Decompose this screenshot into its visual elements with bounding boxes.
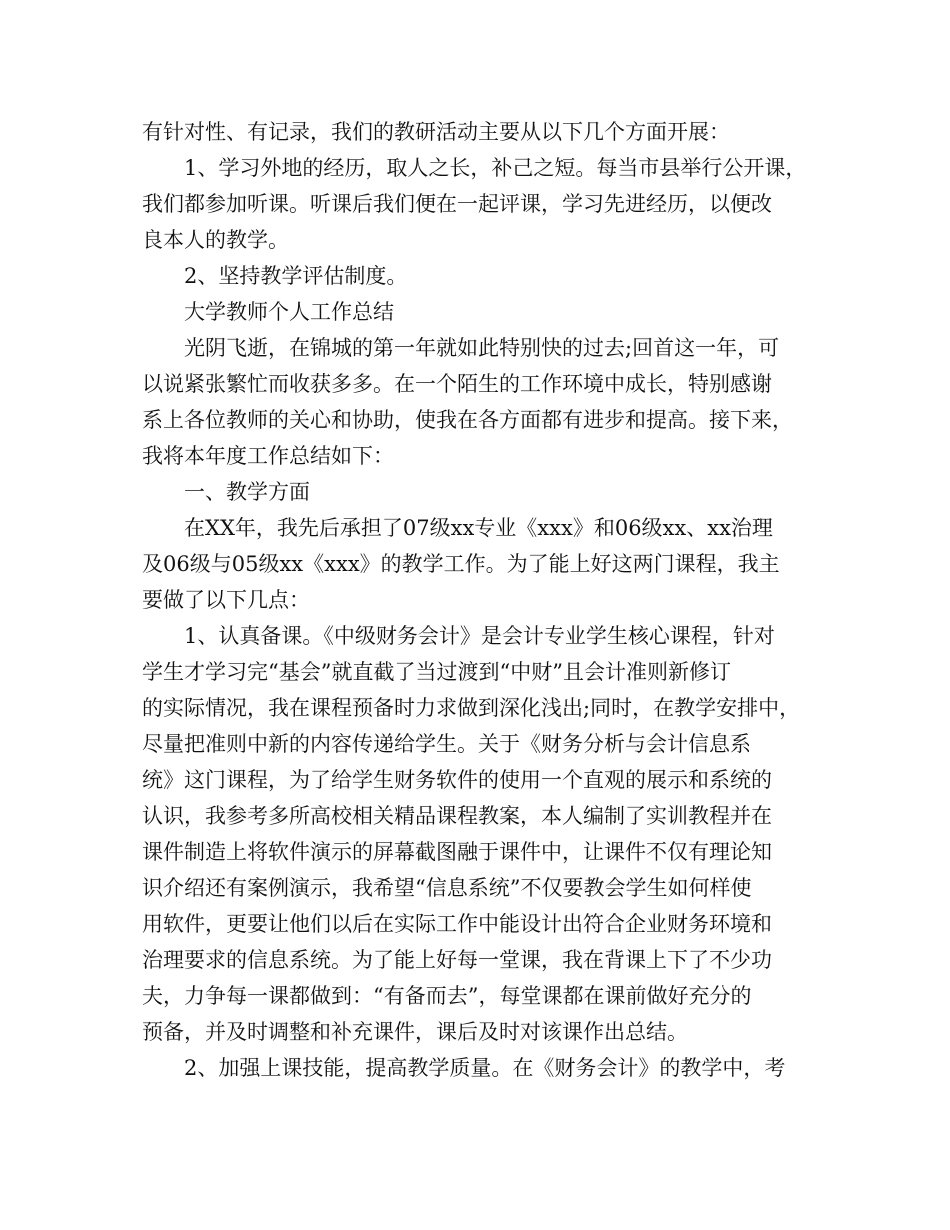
paragraph-evaluation-system: 2、坚持教学评估制度。	[184, 264, 408, 288]
paragraph-continuation: 有针对性、有记录，我们的教研活动主要从以下几个方面开展：	[142, 120, 730, 144]
paragraph-teaching-skills: 2、加强上课技能，提高教学质量。在《财务会计》的教学中，考	[184, 1056, 786, 1080]
section-title: 大学教师个人工作总结	[184, 300, 394, 324]
section-heading-teaching: 一、教学方面	[184, 480, 310, 504]
paragraph-introduction: 光阴飞逝，在锦城的第一年就如此特别快的过去;回首这一年，可 以说紧张繁忙而收获多多。在一个陌生的工作环境中成长，特别感谢 系上各位教师的关心和协助，使我在各方面都有进步和提高。接下来， 我将本年度工作总结如下：	[142, 336, 793, 468]
paragraph-lesson-preparation: 1、认真备课。《中级财务会计》是会计专业学生核心课程，针对 学生才学习完“基会”就直截了当过渡到“中财”且会计准则新修订 的实际情况，我在课程预备时力求做到深化浅出;同时，在教学安排中， 尽量把准则中新的内容传递给学生。关于《财务分析与会计信息系 统》这门课程，为了给学生财务软件的使用一个直观的展示和系统的 认识，我参考多所高校相关精品课程教案，本人编制了实训教程并在 课件制造上将软件演示的屏幕截图融于课件中，让课件不仅有理论知 识介绍还有案例演示，我希望“信息系统”不仅要教会学生如何样使 用软件，更要让他们以后在实际工作中能设计出符合企业财务环境和 治理要求的信息系统。为了能上好每一堂课，我在背课上下了不少功 夫，力争每一课都做到：“有备而去”，每堂课都在课前做好充分的 预备，并及时调整和补充课件，课后及时对该课作出总结。	[142, 624, 801, 1044]
paragraph-courses: 在XX年，我先后承担了07级xx专业《xxx》和06级xx、xx治理 及06级与05级xx《xxx》的教学工作。为了能上好这两门课程，我主 要做了以下几点：	[142, 516, 780, 612]
paragraph-learning-experience: 1、学习外地的经历，取人之长，补己之短。每当市县举行公开课， 我们都参加听课。听课后我们便在一起评课，学习先进经历，以便改 良本人的教学。	[142, 156, 807, 252]
document-body	[142, 114, 822, 1086]
